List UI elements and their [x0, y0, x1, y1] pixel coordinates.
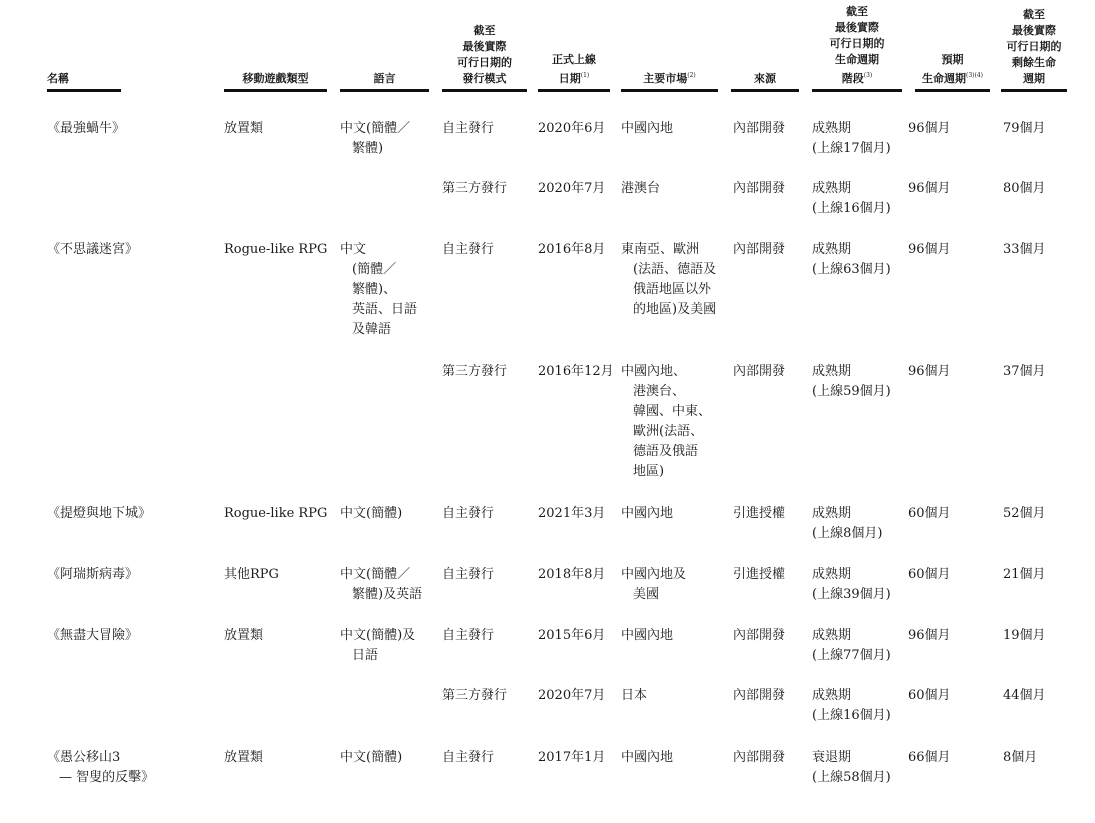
- header-text: 生命週期: [922, 72, 966, 85]
- header-genre-label: 移動遊戲類型: [242, 72, 309, 85]
- cell-market: [621, 362, 711, 482]
- cell-source: 內部開發: [733, 181, 786, 196]
- cell-line: (上線17個月): [812, 141, 891, 156]
- cell-market: [621, 119, 673, 139]
- cell-name: [47, 504, 151, 524]
- cell-line: 中文(簡體／: [340, 567, 411, 582]
- cell-genre: Rogue-like RPG: [224, 506, 328, 521]
- cell-remaining: 79個月: [1003, 121, 1046, 136]
- cell-stage: [812, 179, 891, 219]
- cell-line: 及韓語: [352, 322, 392, 337]
- header-line: [559, 68, 590, 87]
- cell-line: (簡體／: [352, 262, 397, 277]
- cell-language: [340, 565, 422, 605]
- cell-remaining: 8個月: [1003, 750, 1038, 765]
- cell-line: 中文(簡體): [340, 506, 403, 521]
- cell-expected: 60個月: [908, 567, 951, 582]
- cell-line: 英語、日語: [352, 302, 418, 317]
- cell-line: 成熟期: [812, 242, 852, 257]
- header-line: 可行日期的: [457, 56, 512, 69]
- cell-stage: [812, 686, 891, 726]
- cell-line: 繁體): [352, 141, 384, 156]
- header-line: 截至: [473, 24, 496, 37]
- header-stage: [812, 0, 902, 92]
- cell-stage: [812, 748, 891, 788]
- cell-expected: 60個月: [908, 688, 951, 703]
- cell-remaining: 80個月: [1003, 181, 1046, 196]
- cell-line: 成熟期: [812, 628, 852, 643]
- cell-line: 港澳台: [621, 181, 661, 196]
- cell-line: 中國內地: [621, 121, 674, 136]
- cell-market: [621, 686, 647, 706]
- cell-stage: [812, 362, 891, 402]
- cell-line: 《不思議迷宮》: [47, 242, 139, 257]
- header-line: 最後實際: [835, 21, 879, 34]
- cell-language: [340, 748, 402, 768]
- header-name-label: 名稱: [47, 72, 69, 85]
- cell-line: (上線58個月): [812, 770, 891, 785]
- header-remaining-lifecycle: [1001, 0, 1067, 92]
- cell-source: 內部開發: [733, 750, 786, 765]
- cell-stage: [812, 565, 891, 605]
- cell-mode: 自主發行: [442, 121, 495, 136]
- cell-date: 2020年7月: [538, 181, 606, 196]
- header-line: 生命週期: [835, 53, 879, 66]
- header-language: [340, 0, 429, 92]
- cell-line: 繁體)、: [352, 282, 397, 297]
- cell-stage: [812, 119, 891, 159]
- cell-line: 中文: [340, 242, 367, 257]
- cell-market: [621, 179, 660, 199]
- cell-line: 韓國、中東、: [633, 404, 712, 419]
- cell-source: 內部開發: [733, 364, 786, 379]
- footnote-ref: (3)(4): [966, 72, 983, 79]
- header-line: 最後實際: [1012, 24, 1056, 37]
- cell-line: 成熟期: [812, 121, 852, 136]
- cell-line: 港澳台、: [633, 384, 686, 399]
- cell-source: 引進授權: [733, 506, 786, 521]
- cell-line: 中國內地及: [621, 567, 687, 582]
- cell-line: 《愚公移山3: [47, 750, 121, 765]
- header-expected-lifecycle: [915, 0, 990, 92]
- cell-source: 內部開發: [733, 242, 786, 257]
- cell-stage: [812, 504, 882, 544]
- cell-date: 2017年1月: [538, 750, 606, 765]
- cell-line: 的地區)及美國: [633, 302, 717, 317]
- cell-name: [47, 240, 138, 260]
- cell-language: [340, 626, 415, 666]
- header-line: 正式上線: [552, 53, 596, 66]
- cell-line: 中國內地、: [621, 364, 687, 379]
- cell-line: 東南亞、歐洲: [621, 242, 700, 257]
- cell-mode: 第三方發行: [442, 181, 508, 196]
- header-market: [621, 0, 718, 92]
- cell-expected: 96個月: [908, 242, 951, 257]
- cell-remaining: 37個月: [1003, 364, 1046, 379]
- cell-stage: [812, 626, 891, 666]
- cell-stage: [812, 240, 891, 280]
- cell-remaining: 44個月: [1003, 688, 1046, 703]
- cell-line: (上線8個月): [812, 526, 883, 541]
- cell-genre: 其他RPG: [224, 567, 279, 582]
- cell-name: [47, 626, 138, 646]
- header-source: [731, 0, 799, 92]
- cell-line: (上線77個月): [812, 648, 891, 663]
- header-line: 可行日期的: [829, 37, 885, 50]
- cell-name: [47, 748, 154, 788]
- cell-date: 2015年6月: [538, 628, 606, 643]
- cell-line: 中文(簡體): [340, 750, 403, 765]
- cell-line: 繁體)及英語: [352, 587, 423, 602]
- header-line: 剩餘生命: [1012, 56, 1056, 69]
- cell-name: [47, 119, 125, 139]
- cell-line: 地區): [633, 464, 665, 479]
- cell-line: 美國: [633, 587, 660, 602]
- cell-genre: 放置類: [224, 121, 264, 136]
- cell-mode: 自主發行: [442, 750, 495, 765]
- header-line: 發行模式: [462, 72, 507, 85]
- cell-line: 《最強蝸牛》: [47, 121, 126, 136]
- footnote-ref: (3): [863, 72, 873, 79]
- cell-line: (上線59個月): [812, 384, 891, 399]
- cell-line: 中國內地: [621, 628, 674, 643]
- cell-line: 《提燈與地下城》: [47, 506, 152, 521]
- cell-line: 中國內地: [621, 506, 674, 521]
- header-launch-date: [538, 0, 610, 92]
- cell-expected: 96個月: [908, 364, 951, 379]
- cell-line: 中文(簡體／: [340, 121, 411, 136]
- header-source-label: 來源: [754, 72, 776, 85]
- cell-remaining: 52個月: [1003, 506, 1046, 521]
- cell-line: 中國內地: [621, 750, 674, 765]
- cell-date: 2018年8月: [538, 567, 606, 582]
- header-line: [842, 68, 873, 87]
- header-line: [643, 68, 696, 87]
- header-language-label: 語言: [373, 72, 396, 85]
- cell-line: 成熟期: [812, 506, 852, 521]
- cell-source: 內部開發: [733, 121, 786, 136]
- cell-line: 日語: [352, 648, 379, 663]
- header-line: [922, 68, 983, 87]
- cell-language: [340, 504, 402, 524]
- cell-line: 成熟期: [812, 567, 852, 582]
- header-text: 階段: [841, 72, 864, 85]
- cell-market: [621, 240, 716, 320]
- cell-remaining: 33個月: [1003, 242, 1046, 257]
- cell-name: [47, 565, 138, 585]
- cell-line: 中文(簡體)及: [340, 628, 416, 643]
- cell-date: 2020年7月: [538, 688, 606, 703]
- cell-expected: 60個月: [908, 506, 951, 521]
- cell-expected: 96個月: [908, 121, 951, 136]
- header-line: 截至: [846, 5, 868, 18]
- cell-date: 2016年8月: [538, 242, 606, 257]
- cell-market: [621, 748, 673, 768]
- cell-line: — 智叟的反擊》: [59, 770, 155, 785]
- cell-genre: 放置類: [224, 750, 264, 765]
- cell-line: 衰退期: [812, 750, 852, 765]
- cell-line: 《阿瑞斯病毒》: [47, 567, 139, 582]
- cell-line: 《無盡大冒險》: [47, 628, 139, 643]
- cell-mode: 第三方發行: [442, 688, 508, 703]
- cell-date: 2021年3月: [538, 506, 606, 521]
- cell-line: 成熟期: [812, 364, 852, 379]
- cell-line: 俄語地區以外: [633, 282, 712, 297]
- cell-market: [621, 626, 673, 646]
- cell-date: 2016年12月: [538, 364, 614, 379]
- cell-line: (上線16個月): [812, 708, 891, 723]
- cell-mode: 自主發行: [442, 567, 495, 582]
- cell-line: 日本: [621, 688, 648, 703]
- header-line: 截至: [1023, 8, 1045, 21]
- cell-line: (法語、德語及: [633, 262, 717, 277]
- cell-expected: 66個月: [908, 750, 951, 765]
- cell-line: (上線39個月): [812, 587, 891, 602]
- cell-language: [340, 119, 410, 159]
- cell-genre: Rogue-like RPG: [224, 242, 328, 257]
- cell-mode: 自主發行: [442, 506, 495, 521]
- cell-market: [621, 565, 686, 605]
- header-line: 週期: [1023, 72, 1045, 85]
- cell-mode: 自主發行: [442, 242, 495, 257]
- cell-market: [621, 504, 673, 524]
- header-genre: [224, 0, 327, 92]
- footnote-ref: (1): [580, 72, 590, 79]
- header-line: 可行日期的: [1006, 40, 1062, 53]
- header-text: 日期: [558, 72, 581, 85]
- header-name: [47, 0, 121, 92]
- cell-line: 歐洲(法語、: [633, 424, 704, 439]
- footnote-ref: (2): [687, 72, 696, 79]
- cell-line: 成熟期: [812, 181, 852, 196]
- header-publish-mode: [442, 0, 527, 92]
- cell-expected: 96個月: [908, 181, 951, 196]
- cell-remaining: 19個月: [1003, 628, 1046, 643]
- cell-mode: 第三方發行: [442, 364, 508, 379]
- cell-line: 成熟期: [812, 688, 852, 703]
- cell-genre: 放置類: [224, 628, 264, 643]
- header-line: 預期: [941, 53, 964, 66]
- cell-mode: 自主發行: [442, 628, 495, 643]
- cell-date: 2020年6月: [538, 121, 606, 136]
- cell-remaining: 21個月: [1003, 567, 1046, 582]
- cell-source: 引進授權: [733, 567, 786, 582]
- cell-expected: 96個月: [908, 628, 951, 643]
- cell-line: (上線63個月): [812, 262, 891, 277]
- header-text: 主要市場: [643, 72, 688, 85]
- cell-source: 內部開發: [733, 628, 786, 643]
- cell-source: 內部開發: [733, 688, 786, 703]
- cell-language: [340, 240, 417, 340]
- cell-line: 德語及俄語: [633, 444, 699, 459]
- header-line: 最後實際: [462, 40, 507, 53]
- cell-line: (上線16個月): [812, 201, 891, 216]
